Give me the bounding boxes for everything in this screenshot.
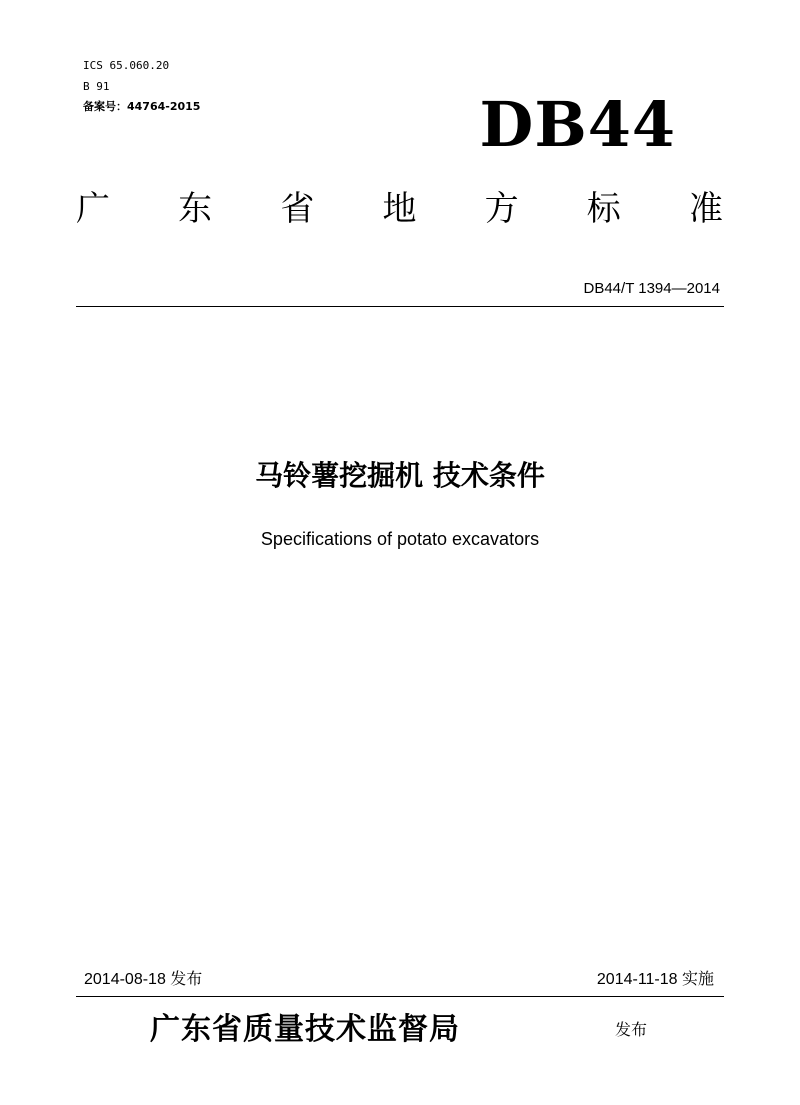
title-english: Specifications of potato excavators [260,529,540,549]
standard-type-char: 广 [76,188,110,229]
standard-code-mark: DB44 [479,88,676,161]
issuer-name: 广东省质量技术监督局 [150,1012,460,1047]
standard-type-char: 地 [382,188,417,229]
publish-date: 2014-08-18 发布 [84,971,203,988]
standard-type-char: 东 [178,188,213,229]
ics-code: ICS 65.060.20 [83,59,170,72]
record-number: 备案号：44764-2015 [83,100,201,113]
standard-type-char: 准 [688,188,723,229]
ccs-code: B 91 [83,80,110,93]
standard-type-char: 方 [484,188,519,229]
standard-type-heading [76,181,723,229]
top-divider [76,306,724,307]
standard-type-char: 标 [586,188,621,229]
standard-type-char: 省 [280,188,315,229]
standard-number: DB44/T 1394—2014 [583,280,720,297]
issuer-suffix: 发布 [615,1020,648,1039]
title-chinese: 马铃薯挖掘机 技术条件 [255,459,545,492]
implement-date: 2014-11-18 实施 [596,971,714,988]
bottom-divider [76,996,724,997]
